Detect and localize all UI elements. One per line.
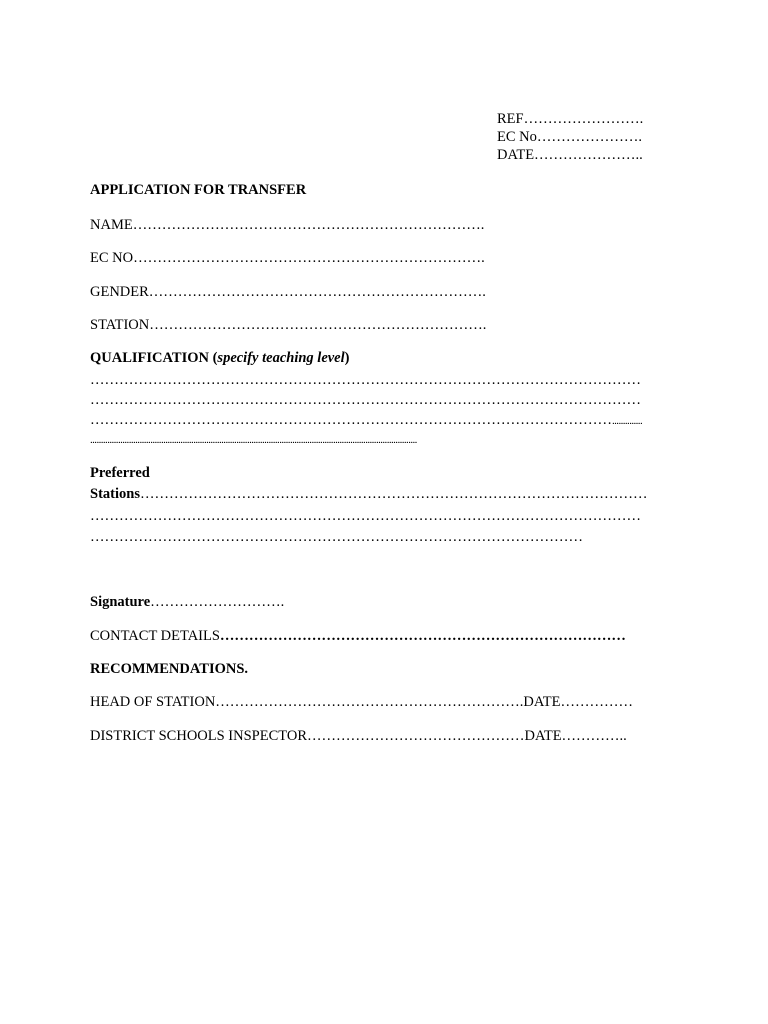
qualification-label-close: ) [344, 350, 350, 366]
qualification-line-3[interactable] [90, 411, 642, 430]
qualification-line-2[interactable]: …………………………………………………………………………………………………… [90, 392, 641, 408]
qualification-label [90, 349, 350, 367]
signature-dots: ………………………. [150, 594, 285, 610]
ec-no-field[interactable]: EC NO………………………………………………………………. [90, 250, 485, 266]
station-field[interactable]: STATION……………………………………………………………. [90, 317, 487, 333]
preferred-line-4[interactable]: ………………………………………………………………………………………… [90, 529, 583, 545]
ref-field[interactable]: REF……………………. [497, 111, 644, 127]
qualification-line-4[interactable]: ........................................................................................................................................................ [90, 434, 417, 446]
preferred-label: Preferred [90, 465, 150, 481]
stations-dots: …………………………………………………………………………………………… [139, 486, 648, 502]
date-header-field[interactable]: DATE………………….. [497, 147, 643, 163]
qualification-label-italic: specify teaching level [217, 350, 345, 366]
qualification-line-1[interactable]: …………………………………………………………………………………………………… [90, 372, 641, 388]
recommendations-heading: RECOMMENDATIONS. [90, 661, 249, 677]
signature-field[interactable] [90, 593, 284, 611]
ref-block [497, 110, 643, 164]
gender-field[interactable]: GENDER……………………………………………………………. [90, 284, 486, 300]
head-of-station-field[interactable]: HEAD OF STATION……………………………………………………….DATE…………… [90, 694, 633, 710]
district-inspector-field[interactable]: DISTRICT SCHOOLS INSPECTOR………………………………………DATE………….. [90, 728, 627, 744]
contact-details-label: CONTACT DETAILS [90, 628, 220, 644]
document-title: APPLICATION FOR TRANSFER [90, 182, 307, 198]
qualification-label-text: QUALIFICATION ( [90, 350, 218, 366]
qualification-line-3-tail: .............. [612, 415, 643, 427]
contact-details-field[interactable] [90, 627, 626, 645]
name-field[interactable]: NAME………………………………………………………………. [90, 217, 485, 233]
signature-label: Signature [90, 594, 151, 610]
contact-details-dots: ………………………………………………………………………… [219, 628, 626, 644]
stations-label: Stations [90, 486, 140, 502]
preferred-line-3[interactable]: …………………………………………………………………………………………………… [90, 508, 641, 524]
ec-no-header-field[interactable]: EC No…………………. [497, 129, 642, 145]
preferred-stations-line[interactable] [90, 485, 647, 503]
qualification-line-3-main: ……………………………………………………………………………………………… [90, 412, 612, 428]
